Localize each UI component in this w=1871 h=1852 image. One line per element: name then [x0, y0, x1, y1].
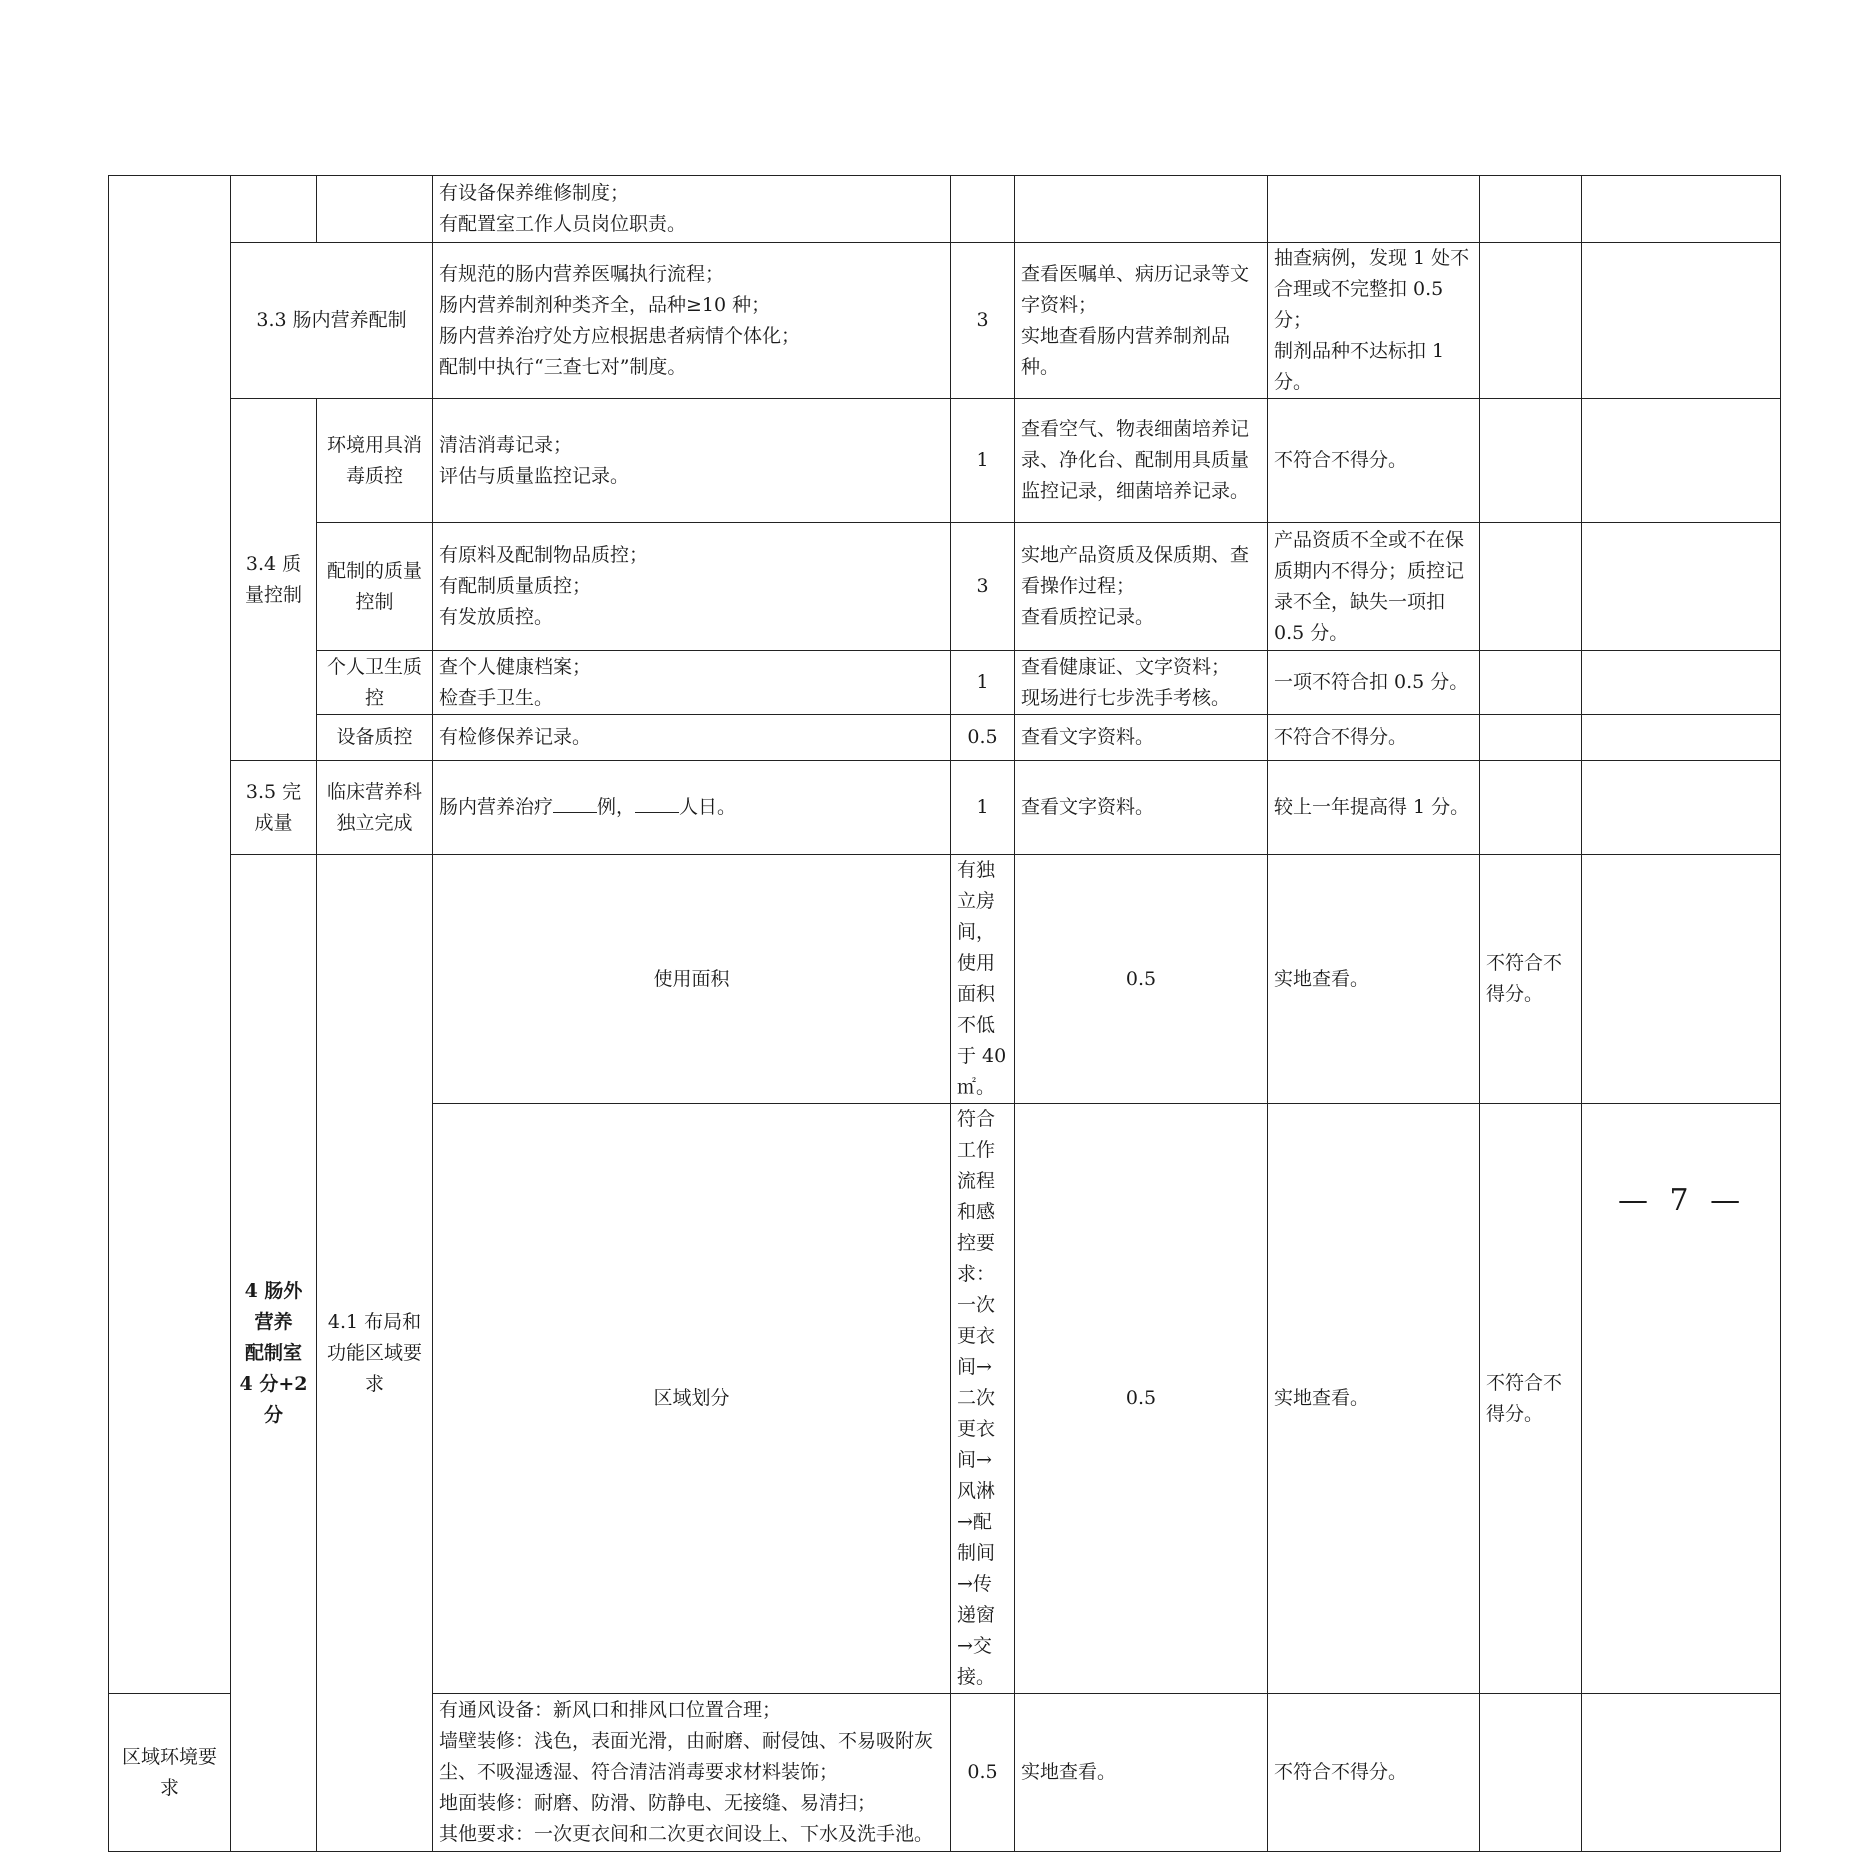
method-cell: 查看健康证、文字资料； 现场进行七步洗手考核。 — [1015, 651, 1268, 715]
criteria-cell: 有设备保养维修制度； 有配置室工作人员岗位职责。 — [433, 176, 951, 243]
item-label: 3.5 完成量 — [231, 761, 317, 855]
criteria-cell: 有检修保养记录。 — [433, 715, 951, 761]
method-cell: 实地查看。 — [1268, 1104, 1480, 1694]
criteria-cell: 肠内营养治疗 例， 人日。 — [433, 761, 951, 855]
criteria-cell: 查个人健康档案； 检查手卫生。 — [433, 651, 951, 715]
blank-cell — [1480, 243, 1582, 399]
deduct-cell: 不符合不得分。 — [1268, 1694, 1480, 1852]
score-value: 1 — [951, 651, 1015, 715]
score-value: 3 — [951, 523, 1015, 651]
criteria-cell: 有规范的肠内营养医嘱执行流程； 肠内营养制剂种类齐全，品种≥10 种； 肠内营养治疗处方应根据患者病情个体化； 配制中执行“三查七对”制度。 — [433, 243, 951, 399]
item-label: 3.4 质量控制 — [231, 399, 317, 761]
page-number: — 7 — — [1618, 1183, 1747, 1218]
table-row — [109, 761, 1781, 855]
method-cell: 实地产品资质及保质期、查看操作过程； 查看质控记录。 — [1015, 523, 1268, 651]
blank-cell — [1582, 523, 1781, 651]
deduct-cell: 不符合不得分。 — [1268, 715, 1480, 761]
method-cell: 查看文字资料。 — [1015, 715, 1268, 761]
blank-cell — [1480, 399, 1582, 523]
deduct-cell: 一项不符合扣 0.5 分。 — [1268, 651, 1480, 715]
table-row — [109, 523, 1781, 651]
method-cell: 查看空气、物表细菌培养记录、净化台、配制用具质量监控记录，细菌培养记录。 — [1015, 399, 1268, 523]
blank-cell — [1582, 176, 1781, 243]
sub-item-label: 设备质控 — [317, 715, 433, 761]
sub-item-label: 个人卫生质控 — [317, 651, 433, 715]
blank-cell — [1582, 399, 1781, 523]
evaluation-table — [108, 175, 1781, 1852]
blank-cell — [1582, 855, 1781, 1104]
blank-cell — [1480, 651, 1582, 715]
score-value: 3 — [951, 243, 1015, 399]
table-row — [109, 176, 1781, 243]
score-value: 0.5 — [1015, 855, 1268, 1104]
score-value: 0.5 — [951, 1694, 1015, 1852]
deduct-cell: 较上一年提高得 1 分。 — [1268, 761, 1480, 855]
blank-cell — [1582, 1694, 1781, 1852]
method-cell: 查看医嘱单、病历记录等文字资料； 实地查看肠内营养制剂品种。 — [1015, 243, 1268, 399]
deduct-cell: 抽查病例，发现 1 处不合理或不完整扣 0.5 分； 制剂品种不达标扣 1 分。 — [1268, 243, 1480, 399]
blank-cell — [1582, 243, 1781, 399]
deduct-cell — [1268, 176, 1480, 243]
sub-item-label: 临床营养科独立完成 — [317, 761, 433, 855]
deduct-cell: 不符合不得分。 — [1480, 1104, 1582, 1694]
score-value: 0.5 — [1015, 1104, 1268, 1694]
method-cell: 实地查看。 — [1268, 855, 1480, 1104]
method-cell: 查看文字资料。 — [1015, 761, 1268, 855]
blank-cell — [1480, 176, 1582, 243]
table-row — [109, 399, 1781, 523]
sub-item-label: 使用面积 — [433, 855, 951, 1104]
criteria-cell: 有原料及配制物品质控； 有配制质量质控； 有发放质控。 — [433, 523, 951, 651]
criteria-cell: 清洁消毒记录； 评估与质量监控记录。 — [433, 399, 951, 523]
sub-item-label: 配制的质量控制 — [317, 523, 433, 651]
item-label: 4.1 布局和功能区域要求 — [317, 855, 433, 1852]
deduct-cell: 不符合不得分。 — [1480, 855, 1582, 1104]
sub-item-label: 区域环境要求 — [109, 1694, 231, 1852]
blank-cell — [1480, 523, 1582, 651]
category-label: 4 肠外营养 配制室 4 分+2 分 — [231, 855, 317, 1852]
score-value: 0.5 — [951, 715, 1015, 761]
blank-cell — [1582, 761, 1781, 855]
sub-item-cell — [317, 176, 433, 243]
method-cell: 实地查看。 — [1015, 1694, 1268, 1852]
table-row — [109, 651, 1781, 715]
table-row — [109, 855, 1781, 1104]
table-row — [109, 243, 1781, 399]
sub-item-label: 区域划分 — [433, 1104, 951, 1694]
criteria-cell: 有通风设备：新风口和排风口位置合理； 墙壁装修：浅色，表面光滑，由耐磨、耐侵蚀、不易吸附灰尘、不吸湿透湿、符合清洁消毒要求材料装饰； 地面装修：耐磨、防滑、防静电、无接缝、易清扫； 其他要求：一次更衣间和二次更衣间设上、下水及洗手池。 — [433, 1694, 951, 1852]
blank-cell — [1582, 651, 1781, 715]
sub-item-label: 环境用具消毒质控 — [317, 399, 433, 523]
score-value: 1 — [951, 761, 1015, 855]
method-cell — [1015, 176, 1268, 243]
blank-cell — [1480, 715, 1582, 761]
blank-cell — [1582, 715, 1781, 761]
fill-blank — [635, 792, 679, 813]
item-label: 3.3 肠内营养配制 — [231, 243, 433, 399]
fill-blank — [553, 792, 597, 813]
blank-cell — [1480, 1694, 1582, 1852]
criteria-cell: 有独立房间，使用面积不低于 40 ㎡。 — [951, 855, 1015, 1104]
deduct-cell: 产品资质不全或不在保质期内不得分；质控记录不全，缺失一项扣 0.5 分。 — [1268, 523, 1480, 651]
score-value: 1 — [951, 399, 1015, 523]
deduct-cell: 不符合不得分。 — [1268, 399, 1480, 523]
category-cell-continued — [109, 176, 231, 1694]
blank-cell — [1480, 761, 1582, 855]
criteria-cell: 符合工作流程和感控要求： 一次更衣间→二次更衣间→风淋→配制间→传递窗→交接。 — [951, 1104, 1015, 1694]
item-cell — [231, 176, 317, 243]
score-cell — [951, 176, 1015, 243]
table-row — [109, 715, 1781, 761]
